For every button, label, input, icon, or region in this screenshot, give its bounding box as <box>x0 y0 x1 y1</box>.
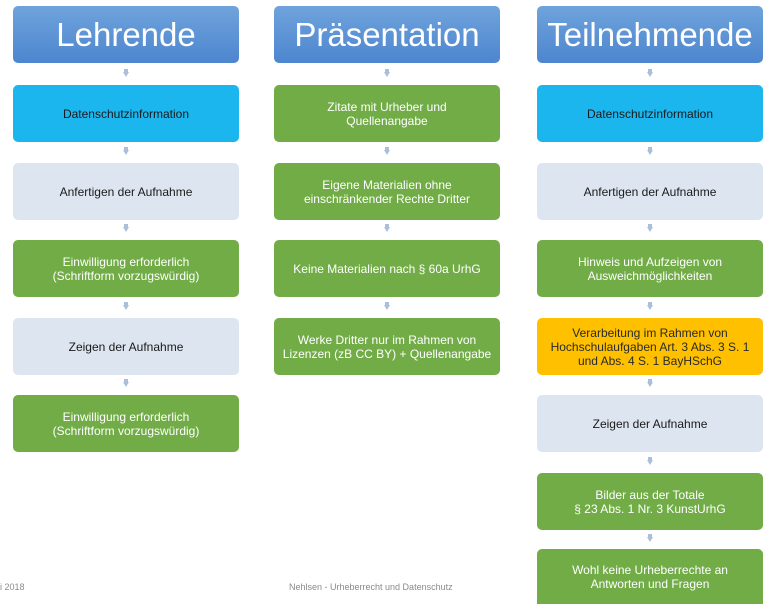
footer-title: Nehlsen - Urheberrecht und Datenschutz <box>289 582 453 592</box>
flow-box-lehrende-1: Datenschutzinformation <box>13 85 239 142</box>
arrow-down-icon <box>647 72 653 77</box>
arrow-down-icon <box>123 227 129 232</box>
arrow-down-icon <box>647 227 653 232</box>
header-lehrende: Lehrende <box>13 6 239 63</box>
arrow-down-icon <box>123 72 129 77</box>
flow-box-teilnehmende-7: Wohl keine Urheberrechte an Antworten und Fragen <box>537 549 763 604</box>
arrow-down-icon <box>384 150 390 155</box>
arrow-down-icon <box>123 150 129 155</box>
flow-box-lehrende-3: Einwilligung erforderlich (Schriftform vorzugswürdig) <box>13 240 239 297</box>
flow-box-praesentation-2: Eigene Materialien ohne einschränkender Rechte Dritter <box>274 163 500 220</box>
flow-box-praesentation-3: Keine Materialien nach § 60a UrhG <box>274 240 500 297</box>
flow-box-teilnehmende-4: Verarbeitung im Rahmen von Hochschulaufgaben Art. 3 Abs. 3 S. 1 und Abs. 4 S. 1 BayHSchG <box>537 318 763 375</box>
flow-box-lehrende-4: Zeigen der Aufnahme <box>13 318 239 375</box>
flow-box-lehrende-5: Einwilligung erforderlich (Schriftform vorzugswürdig) <box>13 395 239 452</box>
arrow-down-icon <box>123 382 129 387</box>
arrow-down-icon <box>384 227 390 232</box>
flow-box-teilnehmende-5: Zeigen der Aufnahme <box>537 395 763 452</box>
flow-box-praesentation-4: Werke Dritter nur im Rahmen von Lizenzen (zB CC BY) + Quellenangabe <box>274 318 500 375</box>
header-praesentation: Präsentation <box>274 6 500 63</box>
flow-box-teilnehmende-2: Anfertigen der Aufnahme <box>537 163 763 220</box>
header-teilnehmende: Teilnehmende <box>537 6 763 63</box>
flow-box-teilnehmende-6: Bilder aus der Totale § 23 Abs. 1 Nr. 3 KunstUrhG <box>537 473 763 530</box>
footer-date: i 2018 <box>0 582 25 592</box>
arrow-down-icon <box>647 305 653 310</box>
flow-box-teilnehmende-1: Datenschutzinformation <box>537 85 763 142</box>
arrow-down-icon <box>384 72 390 77</box>
flow-box-teilnehmende-3: Hinweis und Aufzeigen von Ausweichmöglichkeiten <box>537 240 763 297</box>
arrow-down-icon <box>647 150 653 155</box>
arrow-down-icon <box>647 382 653 387</box>
arrow-down-icon <box>123 305 129 310</box>
flow-box-praesentation-1: Zitate mit Urheber und Quellenangabe <box>274 85 500 142</box>
arrow-down-icon <box>647 537 653 542</box>
arrow-down-icon <box>384 305 390 310</box>
arrow-down-icon <box>647 460 653 465</box>
flow-box-lehrende-2: Anfertigen der Aufnahme <box>13 163 239 220</box>
